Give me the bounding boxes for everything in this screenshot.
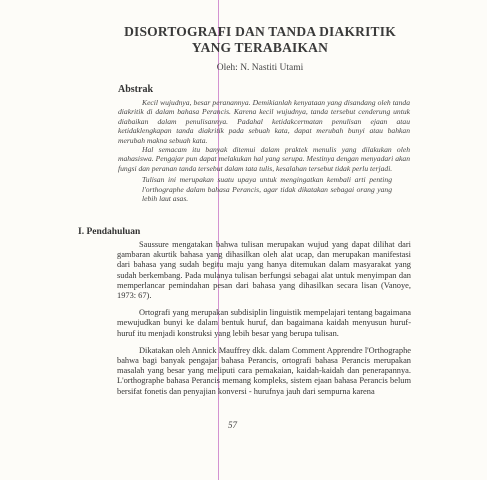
author-line: Oleh: N. Nastiti Utami [216,63,304,73]
body-paragraph: Dikatakan oleh Annick Mauffrey dkk. dalam Comment Apprendre l'Orthographe bahwa bagi banyak pengajar bahasa Perancis, ortografi bahasa Perancis merupakan masalah yang besar yang meliputi cara pemakaian, kaidah-kaidah dan penerapannya. L'orthographe bahasa Perancis memang kompleks, sistem ejaan bahasa Perancis belum bersifat fonetis dan penyajian konversi - hurufnya jauh dari sempurna karena [117,345,411,396]
section-body [117,240,411,404]
page-number: 57 [228,420,237,430]
abstract-paragraph: Hal semacam itu banyak ditemui dalam praktek menulis yang dilakukan oleh mahasiswa. Pengajar pun dapat melakukan hal yang serupa. Mestinya dengan menyadari akan fungsi dan peranan tanda tersebut dalam tata tulis, kesalahan tersebut tidak perlu terjadi. [118,145,410,173]
section-heading: I. Pendahuluan [78,227,141,237]
abstract-heading: Abstrak [118,84,154,95]
abstract-paragraph: Kecil wujudnya, besar peranannya. Demikianlah kenyataan yang disandang oleh tanda diakritik di dalam bahasa Perancis. Karena kecil wujudnya, tanda tersebut cenderung untuk diabaikan dalam penulisannya. Padahal ketidakcermatan penulisan ejaan atau ketidaklengkapan tanda diakritik pada sebuah kata, dapat merubah bunyi atau bahkan merubah makna sebuah kata. [118,98,410,145]
paper-title: DISORTOGRAFI DAN TANDA DIAKRITIK YANG TERABAIKAN [124,24,396,55]
abstract-closing: Tulisan ini merupakan suatu upaya untuk mengingatkan kembali arti penting l'orthographe dalam bahasa Perancis, agar tidak dikatakan sebagai orang yang lebih laut asas. [142,175,392,204]
abstract-body [118,98,410,203]
body-paragraph: Saussure mengatakan bahwa tulisan merupakan wujud yang dapat dilihat dari gambaran akurtik bahasa yang dihasilkan oleh alat ucap, dan merupakan manifestasi dari bahasa yang sudah begitu maju yang hanya ditemukan dalam masyarakat yang sudah berkembang. Pada mulanya tulisan berfungsi sebagai alat untuk menyimpan dan memperlancar pemindahan pesan dari bahasa yang dihasilkan secara lisan (Vanoye, 1973: 67). [117,240,411,301]
body-paragraph: Ortografi yang merupakan subdisiplin linguistik mempelajari tentang bagaimana mewujudkan bunyi ke dalam bentuk huruf, dan bagaimana kaidah menyusun huruf-huruf itu menjadi konstruksi yang lebih besar yang berupa tulisan. [117,308,411,338]
